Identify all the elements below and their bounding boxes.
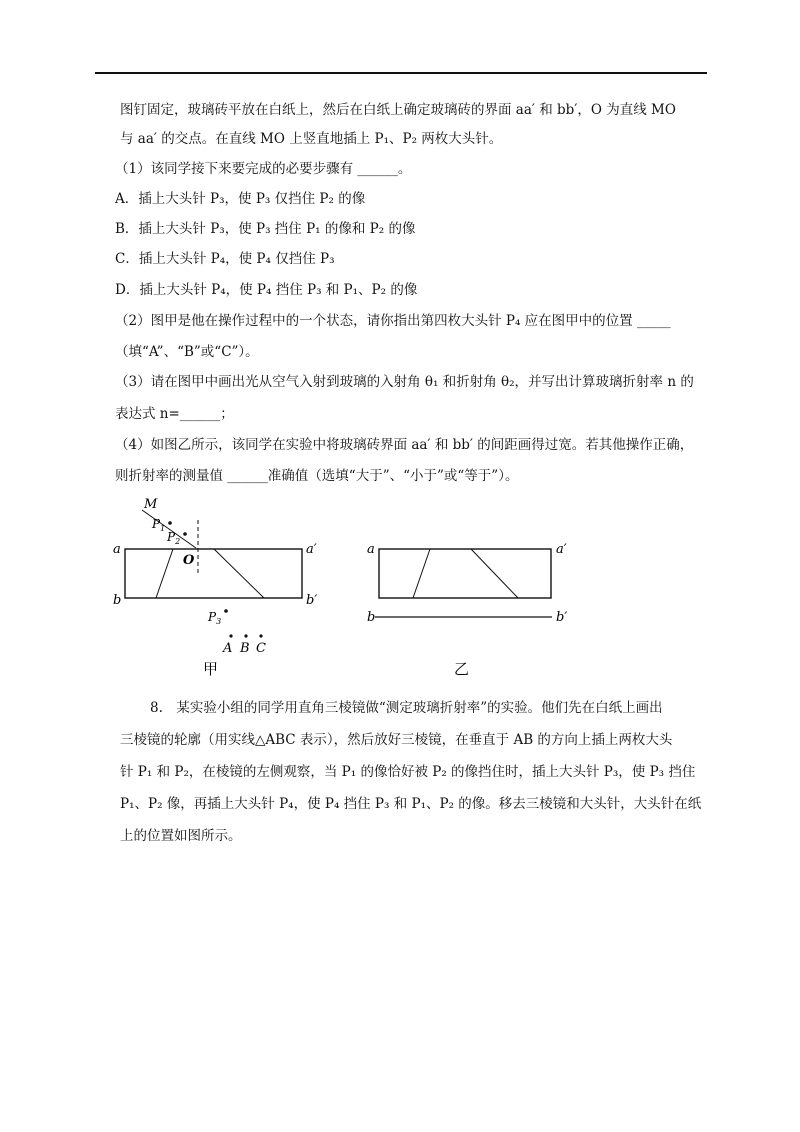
glass-block-outline-yi: [379, 549, 551, 598]
caption-yi: 乙: [454, 660, 470, 678]
label-pos-b: B: [240, 641, 250, 656]
inner-line-right-yi: [471, 549, 518, 598]
figures: [110, 490, 590, 680]
pos-b-dot: [244, 634, 247, 637]
q7-part-1: （1）该同学接下来要完成的必要步骤有 ______。: [115, 161, 412, 177]
pin-p3-dot: [224, 609, 228, 613]
pos-a-dot: [229, 634, 232, 637]
label-b-prime-yi: b′: [556, 610, 568, 625]
q7-part-2-line-1: （2）图甲是他在操作过程中的一个状态，请你指出第四枚大头针 P₄ 应在图甲中的位置 _____: [115, 313, 671, 329]
q7-part-4-line-1: （4）如图乙所示，该同学在实验中将玻璃砖界面 aa′ 和 bb′ 的间距画得过宽。若其他操作正确，: [115, 437, 694, 453]
label-pos-a: A: [223, 641, 233, 656]
figure-jia: [113, 497, 317, 678]
q7-part-2-line-2: （填“A”、“B”或“C”）。: [115, 344, 259, 360]
label-p1: $P_1$: [152, 517, 166, 533]
q7-option-c: C．插上大头针 P₄，使 P₄ 仅挡住 P₃: [115, 251, 335, 267]
q7-part-4-line-2: 则折射率的测量值 ______准确值（选填“大于”、“小于”或“等于”）。: [115, 468, 519, 484]
q8-text-line-1: 8. 某实验小组的同学用直角三棱镜做“测定玻璃折射率”的实验。他们先在白纸上画出: [150, 700, 663, 716]
pin-p2-dot: [183, 532, 187, 536]
q8-text-line-2: 三棱镜的轮廓（用实线△ABC 表示），然后放好三棱镜，在垂直于 AB 的方向上插上两枚大头: [120, 732, 673, 748]
glass-block-outline: [125, 549, 302, 598]
q8-text-line-5: 上的位置如图所示。: [120, 828, 242, 844]
inner-line-left-yi: [413, 549, 430, 598]
label-pos-c: C: [256, 641, 266, 656]
q8-text-line-3: 针 P₁ 和 P₂，在棱镜的左侧观察，当 P₁ 的像恰好被 P₂ 的像挡住时，插上大头针 P₃，使 P₃ 挡住: [120, 764, 696, 780]
label-m: M: [144, 497, 158, 512]
inner-line-left: [156, 549, 173, 598]
q7-part-3-line-1: （3）请在图甲中画出光从空气入射到玻璃的入射角 θ₁ 和折射角 θ₂，并写出计算玻璃折射率 n 的: [115, 374, 694, 390]
label-p2: $P_2$: [167, 530, 181, 546]
q7-part-3-line-2: 表达式 n=______；: [115, 406, 234, 422]
q7-option-a: A．插上大头针 P₃，使 P₃ 仅挡住 P₂ 的像: [115, 191, 366, 207]
label-a-yi: a: [367, 542, 375, 557]
label-o: O: [183, 553, 195, 568]
header-rule: [95, 72, 707, 74]
label-b-yi: b: [367, 610, 376, 625]
q7-option-d: D．插上大头针 P₄，使 P₄ 挡住 P₃ 和 P₁、P₂ 的像: [115, 282, 418, 298]
q8-text-line-4: P₁、P₂ 像，再插上大头针 P₄，使 P₄ 挡住 P₃ 和 P₁、P₂ 的像。移去三棱镜和大头针，大头针在纸: [120, 796, 702, 812]
label-b-prime: b′: [306, 593, 318, 608]
label-a: a: [113, 542, 121, 557]
pin-p1-dot: [168, 521, 172, 525]
inner-line-right: [214, 549, 264, 598]
label-b: b: [113, 593, 122, 608]
caption-jia: 甲: [203, 660, 219, 678]
figure-yi: [367, 542, 567, 678]
pos-c-dot: [259, 634, 262, 637]
label-a-prime: a′: [306, 542, 317, 557]
q7-text-line-2: 与 aa′ 的交点。在直线 MO 上竖直地插上 P₁、P₂ 两枚大头针。: [120, 131, 503, 147]
label-a-prime-yi: a′: [556, 542, 567, 557]
q7-option-b: B．插上大头针 P₃，使 P₃ 挡住 P₁ 的像和 P₂ 的像: [115, 221, 416, 237]
label-p3: $P_3$: [208, 610, 222, 626]
q7-text-line-1: 图钉固定，玻璃砖平放在白纸上，然后在白纸上确定玻璃砖的界面 aa′ 和 bb′，O 为直线 MO: [120, 102, 676, 118]
